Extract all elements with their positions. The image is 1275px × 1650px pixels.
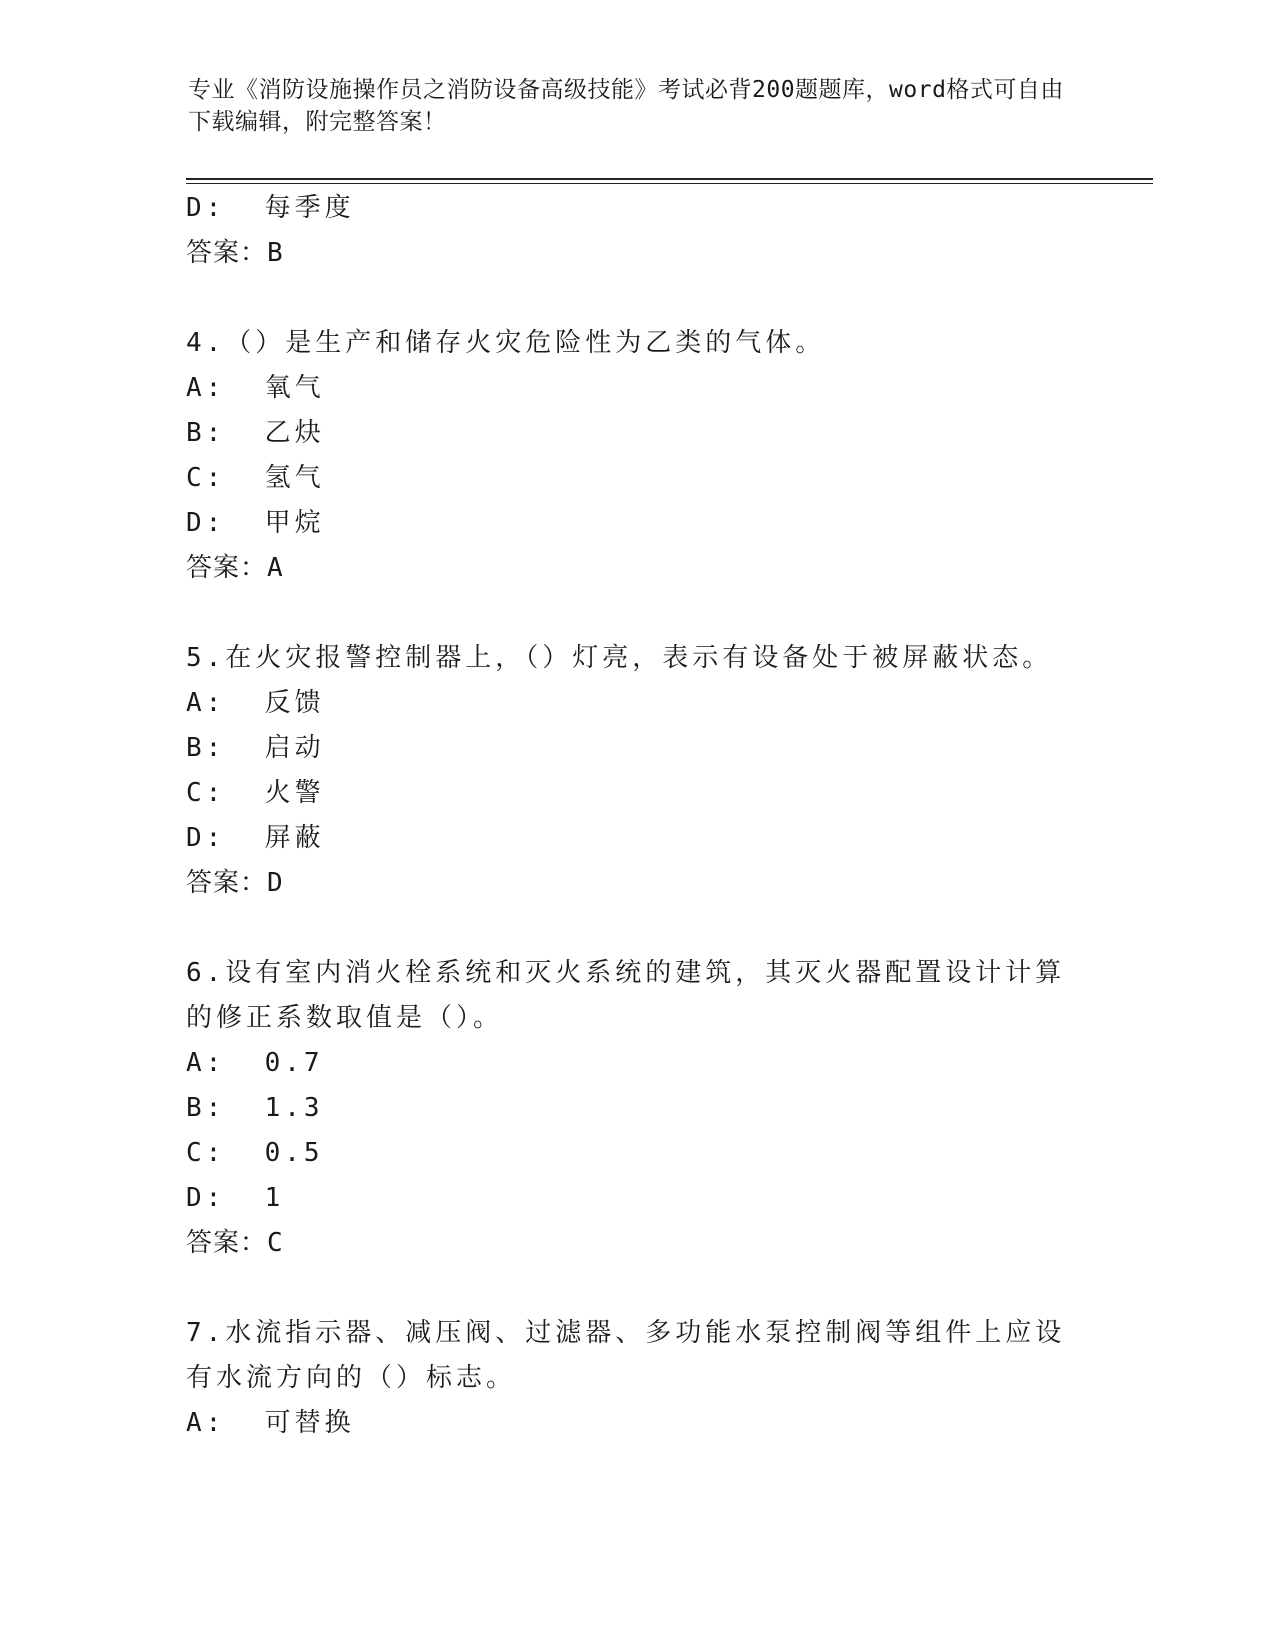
option-c: C: 0.5 <box>186 1138 324 1168</box>
answer-label: 答案： <box>186 238 268 268</box>
option-b: B: 1.3 <box>186 1093 324 1123</box>
answer-line <box>186 231 1066 276</box>
option-c: C: 火警 <box>186 778 325 808</box>
answer-label: 答案： <box>186 868 268 898</box>
question-6 <box>186 951 1066 1266</box>
answer-line <box>186 1221 1066 1266</box>
option-d: D: 1 <box>186 1183 285 1213</box>
question-4 <box>186 321 1066 591</box>
answer-value: A <box>267 553 284 583</box>
answer-value: C <box>267 1228 284 1258</box>
option-a: A: 氧气 <box>186 373 325 403</box>
option-c: C: 氢气 <box>186 463 325 493</box>
option-b: B: 乙炔 <box>186 418 325 448</box>
document-header: 专业《消防设施操作员之消防设备高级技能》考试必背200题题库，word格式可自由下载编辑，附完整答案！ <box>188 77 1064 135</box>
option-d: D: 屏蔽 <box>186 823 325 853</box>
option-d: D: 甲烷 <box>186 508 325 538</box>
answer-line <box>186 546 1066 591</box>
option-a: A: 可替换 <box>186 1408 355 1438</box>
answer-label: 答案： <box>186 1228 268 1258</box>
question-stem: 4.（）是生产和储存火灾危险性为乙类的气体。 <box>186 328 826 358</box>
answer-value: D <box>267 868 284 898</box>
question-stem: 5.在火灾报警控制器上，（）灯亮，表示有设备处于被屏蔽状态。 <box>186 643 1053 673</box>
answer-line <box>186 861 1066 906</box>
answer-label: 答案： <box>186 553 268 583</box>
question-stem: 6.设有室内消火栓系统和灭火系统的建筑，其灭火器配置设计计算的修正系数取值是（）。 <box>186 958 1066 1033</box>
header-rule-thin <box>186 183 1153 184</box>
option-b: B: 启动 <box>186 733 325 763</box>
question-5 <box>186 636 1066 906</box>
option-a: A: 反馈 <box>186 688 325 718</box>
question-7 <box>186 1311 1066 1446</box>
answer-value: B <box>267 238 284 268</box>
header-rule-thick <box>186 178 1153 180</box>
document-body <box>186 186 1066 1446</box>
option-a: A: 0.7 <box>186 1048 324 1078</box>
option-d: D: 每季度 <box>186 193 355 223</box>
question-stem: 7.水流指示器、减压阀、过滤器、多功能水泵控制阀等组件上应设有水流方向的（）标志。 <box>186 1318 1066 1393</box>
carryover-block <box>186 186 1066 276</box>
